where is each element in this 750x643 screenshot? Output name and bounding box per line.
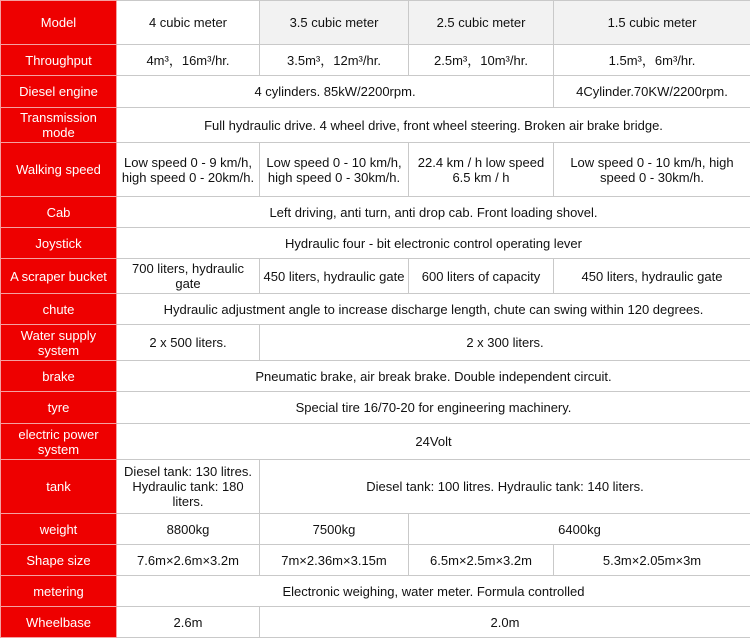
row-label-model: Model: [1, 1, 117, 45]
cell-value: 4 cylinders. 85kW/2200rpm.: [117, 76, 554, 108]
cell-value: 3.5m³，12m³/hr.: [260, 45, 409, 76]
model-4-cubic-meter: 4 cubic meter: [117, 1, 260, 45]
row-label-wheelbase: Wheelbase: [1, 607, 117, 638]
row-label-walking-speed: Walking speed: [1, 143, 117, 197]
cell-value: 8800kg: [117, 514, 260, 545]
cell-value: 7m×2.36m×3.15m: [260, 545, 409, 576]
cell-value: 1.5m³，6m³/hr.: [554, 45, 750, 76]
row-label-water-supply: Water supply system: [1, 325, 117, 361]
row-label-throughput: Throughput: [1, 45, 117, 76]
cell-value: 4Cylinder.70KW/2200rpm.: [554, 76, 750, 108]
model-3-5-cubic-meter: 3.5 cubic meter: [260, 1, 409, 45]
cell-value: 2 x 500 liters.: [117, 325, 260, 361]
cell-value: 7.6m×2.6m×3.2m: [117, 545, 260, 576]
header-row: [1, 1, 750, 45]
cell-value: Low speed 0 - 10 km/h, high speed 0 - 30km/h.: [554, 143, 750, 197]
table-row-cab: [1, 197, 750, 228]
row-label-tank: tank: [1, 460, 117, 514]
cell-value: Special tire 16/70-20 for engineering machinery.: [117, 392, 750, 424]
cell-value: 6.5m×2.5m×3.2m: [409, 545, 554, 576]
cell-value: 6400kg: [409, 514, 750, 545]
row-label-electric-power: electric power system: [1, 424, 117, 460]
cell-value: 2.0m: [260, 607, 750, 638]
cell-value: 2.5m³，10m³/hr.: [409, 45, 554, 76]
table-row-water-supply: [1, 325, 750, 361]
cell-value: Electronic weighing, water meter. Formula controlled: [117, 576, 750, 607]
table-row-scraper-bucket: [1, 259, 750, 294]
row-label-scraper-bucket: A scraper bucket: [1, 259, 117, 294]
table-row-wheelbase: [1, 607, 750, 638]
table-row-brake: [1, 361, 750, 392]
row-label-shape-size: Shape size: [1, 545, 117, 576]
cell-value: 24Volt: [117, 424, 750, 460]
row-label-weight: weight: [1, 514, 117, 545]
cell-value: Low speed 0 - 10 km/h, high speed 0 - 30km/h.: [260, 143, 409, 197]
table-row-walking-speed: [1, 143, 750, 197]
cell-value: 7500kg: [260, 514, 409, 545]
cell-value: Diesel tank: 130 litres. Hydraulic tank: 180 liters.: [117, 460, 260, 514]
row-label-joystick: Joystick: [1, 228, 117, 259]
row-label-chute: chute: [1, 294, 117, 325]
cell-value: 5.3m×2.05m×3m: [554, 545, 750, 576]
cell-value: 2.6m: [117, 607, 260, 638]
cell-value: 700 liters, hydraulic gate: [117, 259, 260, 294]
cell-value: Pneumatic brake, air break brake. Double independent circuit.: [117, 361, 750, 392]
cell-value: 2 x 300 liters.: [260, 325, 750, 361]
cell-value: 450 liters, hydraulic gate: [260, 259, 409, 294]
table-row-weight: [1, 514, 750, 545]
table-row-electric-power: [1, 424, 750, 460]
cell-value: Hydraulic four - bit electronic control operating lever: [117, 228, 750, 259]
cell-value: Full hydraulic drive. 4 wheel drive, front wheel steering. Broken air brake bridge.: [117, 108, 750, 143]
row-label-metering: metering: [1, 576, 117, 607]
row-label-transmission-mode: Transmission mode: [1, 108, 117, 143]
table-row-metering: [1, 576, 750, 607]
cell-value: 22.4 km / h low speed 6.5 km / h: [409, 143, 554, 197]
table-row-shape-size: [1, 545, 750, 576]
cell-value: 4m³，16m³/hr.: [117, 45, 260, 76]
row-label-cab: Cab: [1, 197, 117, 228]
table-row-chute: [1, 294, 750, 325]
model-2-5-cubic-meter: 2.5 cubic meter: [409, 1, 554, 45]
table-row-transmission-mode: [1, 108, 750, 143]
table-row-tank: [1, 460, 750, 514]
cell-value: 600 liters of capacity: [409, 259, 554, 294]
cell-value: Low speed 0 - 9 km/h, high speed 0 - 20km/h.: [117, 143, 260, 197]
row-label-diesel-engine: Diesel engine: [1, 76, 117, 108]
cell-value: Hydraulic adjustment angle to increase discharge length, chute can swing within 120 degrees.: [117, 294, 750, 325]
cell-value: Diesel tank: 100 litres. Hydraulic tank: 140 liters.: [260, 460, 750, 514]
table-row-joystick: [1, 228, 750, 259]
cell-value: Left driving, anti turn, anti drop cab. Front loading shovel.: [117, 197, 750, 228]
table-row-diesel-engine: [1, 76, 750, 108]
table-row-throughput: [1, 45, 750, 76]
table-row-tyre: [1, 392, 750, 424]
cell-value: 450 liters, hydraulic gate: [554, 259, 750, 294]
row-label-brake: brake: [1, 361, 117, 392]
row-label-tyre: tyre: [1, 392, 117, 424]
model-1-5-cubic-meter: 1.5 cubic meter: [554, 1, 750, 45]
